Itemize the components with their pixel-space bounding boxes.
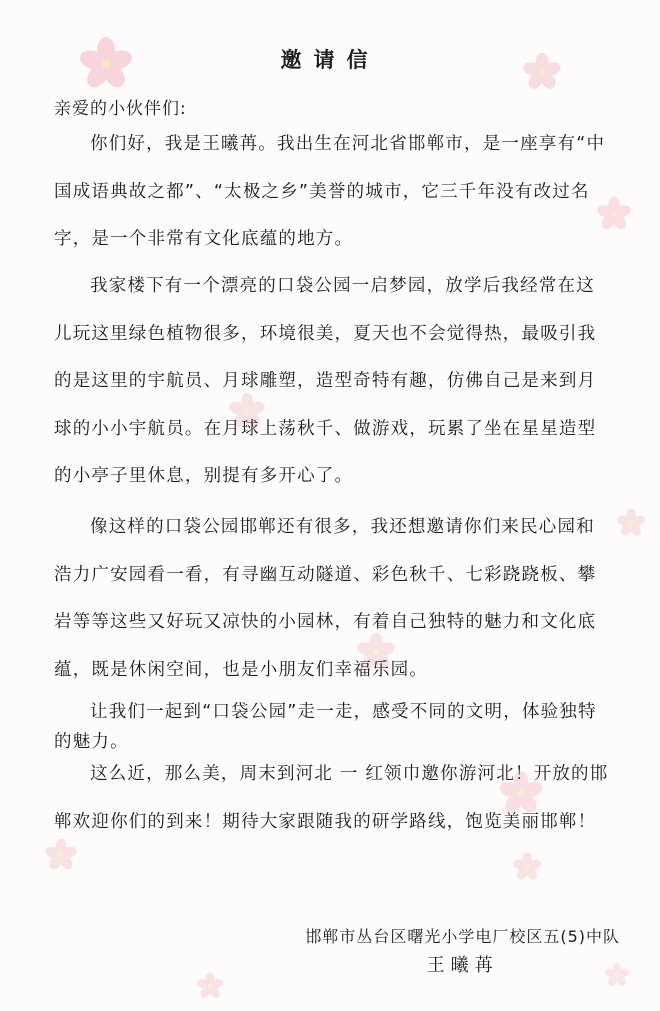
paragraph-invitation: 像这样的口袋公园邯郸还有很多，我还想邀请你们来民心园和浩力广安园看一看，有寻幽互动隧道、彩色秋千、七彩跷跷板、攀岩等等这些又好玩又凉快的小园林，有着自己独特的魅力和文化底蕴，既是休闲空间，也是小朋友们幸福乐园。 [54,517,597,680]
salutation: 亲爱的小伙伴们: [54,99,187,119]
paragraph-intro: 你们好，我是王曦苒。我出生在河北省邯郸市，是一座享有“中国成语典故之都”、“太极之乡”美誉的城市，它三千年没有改过名字，是一个非常有文化底蕴的地方。 [54,134,606,249]
paragraph-closing: 这么近，那么美，周末到河北 一 红领巾邀你游河北！开放的邯郸欢迎你们的到来！期待大家跟随我的研学路线，饱览美丽邯郸！ [54,764,609,832]
signature-block [305,924,620,977]
paragraph-call: 让我们一起到“口袋公园”走一走，感受不同的文明，体验独特的魅力。 [54,702,597,752]
signature-school: 邯郸市丛台区曙光小学电厂校区五(5)中队 [305,927,620,946]
blossom-icon [616,508,646,538]
paragraph-park: 我家楼下有一个漂亮的口袋公园一启梦园，放学后我经常在这儿玩这里绿色植物很多，环境很美，夏天也不会觉得热，最吸引我的是这里的宇航员、月球雕塑，造型奇特有趣，仿佛自己是来到月球的小小宇航员。在月球上荡秋千、做游戏，玩累了坐在星星造型的小亭子里休息，别提有多开心了。 [54,276,597,486]
letter-title: 邀请信 [280,48,380,72]
signature-name: 王曦苒 [426,955,499,976]
blossom-icon [512,852,542,882]
blossom-icon [196,972,224,1000]
